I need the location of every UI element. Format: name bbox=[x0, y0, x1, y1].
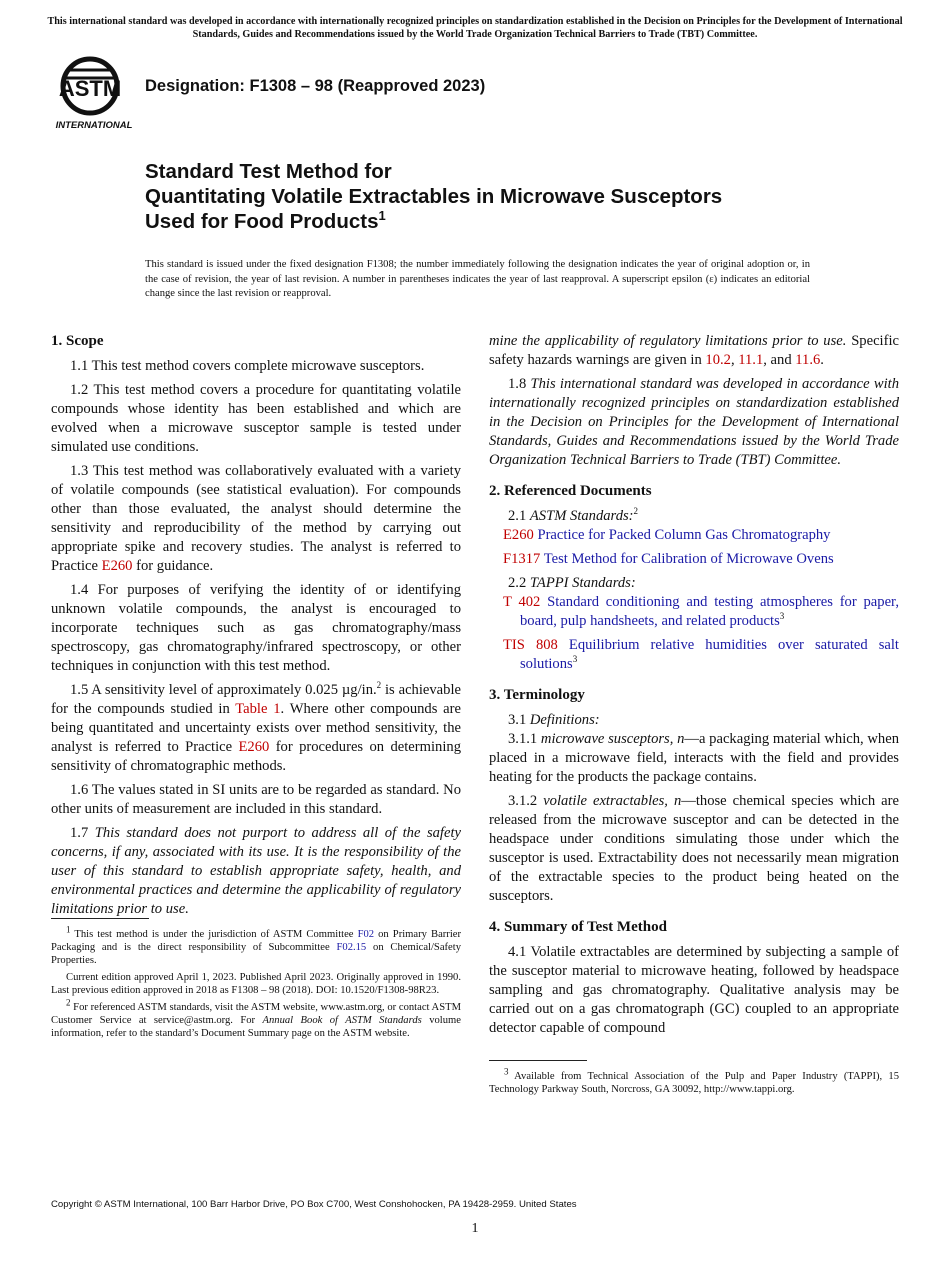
footnote-rule-right bbox=[489, 1060, 587, 1061]
right-column bbox=[489, 332, 899, 1100]
footnote-1: $^1$ This test method is under the jurisdiction of ASTM Committee F02 on Primary Barrier Packaging and is the direct responsibility of Subcommittee F02.15 on Chemical/Safety Properties. bbox=[51, 924, 461, 966]
subsection-astm-standards: 2.1 ASTM Standards:$^2$ bbox=[508, 506, 639, 524]
link-f02[interactable]: F02 bbox=[357, 929, 375, 940]
astm-logo-icon bbox=[52, 56, 136, 132]
footnotes-right bbox=[489, 1066, 899, 1096]
astm-logo bbox=[52, 56, 136, 132]
paragraph-1-7-start: 1.7 This standard does not purport to address all of the safety concerns, if any, associated with its use. It is the responsibility of the user of this standard to establish appropriate safety, health, and environmental practices and determine the applicability of regulatory limitations prior to use. bbox=[51, 825, 461, 917]
page-number: 1 bbox=[471, 1221, 479, 1236]
paragraph-1-4: 1.4 For purposes of verifying the identity of or identifying unknown volatile compounds, the analyst is encouraged to incorporate techniques such as gas chromatography/mass spectroscopy, gas chromatography/infrared spectroscopy, or other techniques in conjunction with this test method. bbox=[51, 582, 461, 674]
link-11-1[interactable]: 11.1 bbox=[738, 352, 764, 368]
link-table-1[interactable]: Table 1 bbox=[235, 701, 281, 717]
section-heading-scope: 1. Scope bbox=[51, 333, 104, 349]
footnote-edition: Current edition approved April 1, 2023. Published April 2023. Originally approved in 1990. Last previous edition approved in 2018 as F1308 – 98 (2018). DOI: 10.1520/F1308-98R23. bbox=[51, 972, 461, 996]
logo-label: INTERNATIONAL bbox=[55, 120, 133, 131]
footnote-3: $^3$ Available from Technical Association of the Pulp and Paper Industry (TAPPI), 15 Technology Parkway South, Norcross, GA 30092, http://www.tappi.org. bbox=[489, 1066, 899, 1095]
definition-microwave-susceptors: 3.1.1 microwave susceptors, n—a packaging material which, when placed in a microwave field, interacts with the field and provides heating for the products the package contains. bbox=[489, 731, 899, 785]
link-10-2[interactable]: 10.2 bbox=[705, 352, 731, 368]
paragraph-1-8: 1.8 This international standard was developed in accordance with internationally recognized principles on standardization established in the Decision on Principles for the Development of International Standards, Guides and Recommendations issued by the World Trade Organization Technical Barriers to Trade (TBT) Committee. bbox=[489, 376, 900, 468]
wto-notice: This international standard was developed in accordance with internationally recognized principles on standardization established in the Decision on Principles for the Development of International Standards, Guides and Recommendations issued by the World Trade Organization Technical Barriers to Trade (TBT) Committee. bbox=[47, 16, 903, 40]
logo-letters: ASTM bbox=[58, 76, 122, 101]
paragraph-1-7-end: mine the applicability of regulatory limitations prior to use. Specific safety hazards warnings are given in 10.2, 11.1, and 11.6. bbox=[489, 333, 900, 368]
section-heading-referenced: 2. Referenced Documents bbox=[489, 483, 652, 499]
subsection-definitions: 3.1 Definitions: bbox=[508, 712, 600, 728]
footnote-2: $^2$ For referenced ASTM standards, visit the ASTM website, www.astm.org, or contact ASTM Customer Service at service@astm.org. For Annual Book of ASTM Standards volume information, refer to the standard’s Document Summary page on the ASTM website. bbox=[51, 997, 461, 1039]
link-f02-15[interactable]: F02.15 bbox=[336, 942, 367, 953]
left-column bbox=[51, 332, 461, 1044]
subsection-tappi-standards: 2.2 TAPPI Standards: bbox=[508, 575, 636, 591]
paragraph-1-3: 1.3 This test method was collaboratively evaluated with a variety of volatile compounds (see statistical evaluation). For compounds other than those evaluated, the analyst should determine the sensitivity and reproducibility of the method by carrying out appropriate spike and recovery studies. The analyst is referred to Practice E260 for guidance. bbox=[51, 463, 461, 574]
definition-volatile-extractables: 3.1.2 volatile extractables, n—those chemical species which are released from the microwave susceptor and can be detected in the headspace under conditions simulating those under which the susceptor is used. Extractability does not necessarily mean migration of the extractable species to the product being heated on the susceptors. bbox=[489, 793, 899, 904]
link-11-6[interactable]: 11.6 bbox=[795, 352, 821, 368]
ref-t402[interactable]: T 402 Standard conditioning and testing atmospheres for paper, board, pulp handsheets, and related products$^3$ bbox=[503, 594, 899, 629]
section-heading-summary: 4. Summary of Test Method bbox=[489, 919, 667, 935]
footnotes-left bbox=[51, 924, 461, 1040]
link-e260[interactable]: E260 bbox=[238, 739, 270, 755]
paragraph-1-5: 1.5 A sensitivity level of approximately 0.025 µg/in.$^2$ is achievable for the compounds studied in Table 1. Where other compounds are being quantitated and uncertainty exists over method sensitivity, the analyst is referred to Practice E260 for procedures on determining sensitivity of chromatographic methods. bbox=[51, 680, 461, 774]
ref-e260[interactable]: E260 Practice for Packed Column Gas Chromatography bbox=[503, 527, 831, 543]
ref-f1317[interactable]: F1317 Test Method for Calibration of Microwave Ovens bbox=[503, 551, 834, 567]
copyright: Copyright © ASTM International, 100 Barr Harbor Drive, PO Box C700, West Conshohocken, PA 19428-2959. United States bbox=[51, 1199, 577, 1210]
link-e260[interactable]: E260 bbox=[101, 558, 133, 574]
title-line-2: Quantitating Volatile Extractables in Microwave Susceptors bbox=[145, 185, 723, 208]
paragraph-4-1: 4.1 Volatile extractables are determined by subjecting a sample of the susceptor material to microwave heating, followed by headspace sampling and gas chromatography. Qualitative analysis may be carried out on a gas chromatograph (GC) coupled to an appropriate detector capable of compound bbox=[489, 944, 899, 1036]
document-title bbox=[145, 159, 865, 234]
designation: Designation: F1308 – 98 (Reapproved 2023) bbox=[145, 77, 486, 95]
issued-note: This standard is issued under the fixed designation F1308; the number immediately following the designation indicates the year of original adoption or, in the case of revision, the year of last revision. A number in parentheses indicates the year of last reapproval. A superscript epsilon (ε) indicates an editorial change since the last revision or reapproval. bbox=[145, 259, 810, 299]
title-footnote-mark[interactable]: 1 bbox=[378, 208, 386, 224]
section-heading-terminology: 3. Terminology bbox=[489, 687, 585, 703]
ref-tis808[interactable]: TIS 808 Equilibrium relative humidities over saturated salt solutions$^3$ bbox=[503, 637, 899, 672]
title-line-1: Standard Test Method for bbox=[145, 160, 392, 183]
paragraph-1-6: 1.6 The values stated in SI units are to be regarded as standard. No other units of measurement are included in this standard. bbox=[51, 782, 461, 817]
paragraph-1-2: 1.2 This test method covers a procedure for quantitating volatile compounds whose identity has been established and which are evolved when a microwave susceptor sample is tested under simulated use conditions. bbox=[51, 382, 461, 455]
title-line-3: Used for Food Products$^1$ bbox=[145, 208, 386, 233]
paragraph-1-1: 1.1 This test method covers complete microwave susceptors. bbox=[70, 358, 425, 374]
